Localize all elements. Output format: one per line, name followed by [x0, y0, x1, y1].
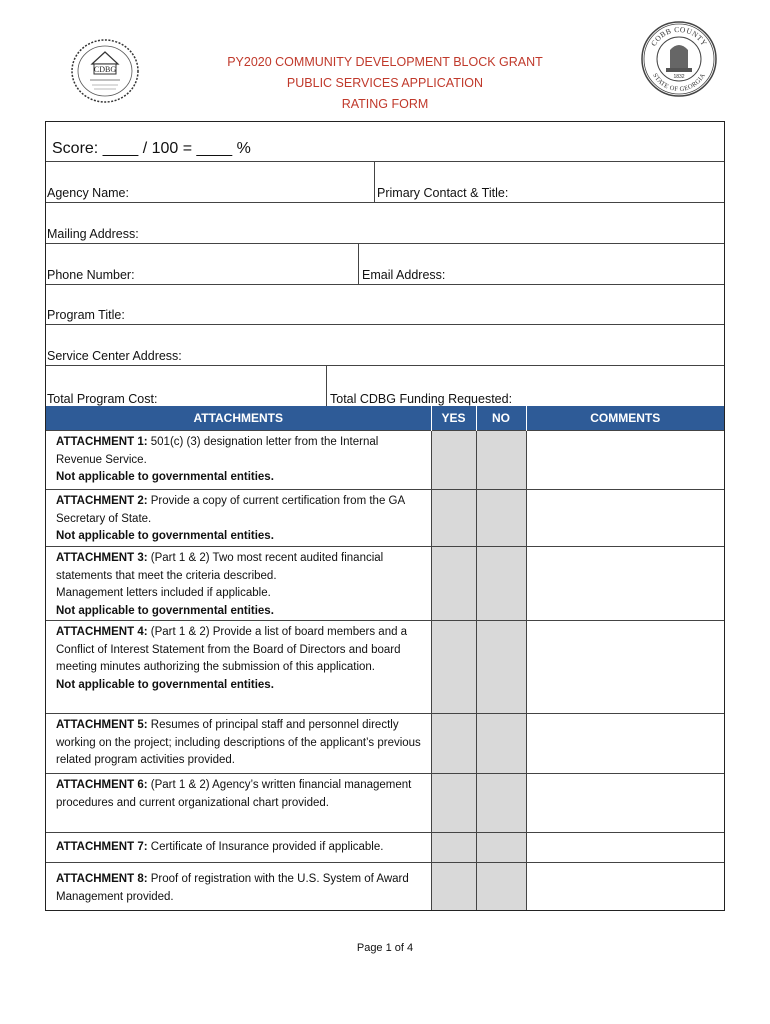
no-cell[interactable] — [476, 621, 526, 714]
comments-cell[interactable] — [526, 714, 724, 774]
attachment-text: Provide a copy of current certification from the GA Secretary of State. — [56, 495, 405, 525]
table-row — [46, 621, 724, 714]
no-cell[interactable] — [476, 431, 526, 490]
score-label: Score: ____ / 100 = ____ % — [52, 140, 251, 157]
form-header — [150, 52, 620, 115]
attachment-label: ATTACHMENT 5: — [56, 719, 148, 731]
yes-cell[interactable] — [431, 490, 476, 547]
score-row — [46, 122, 724, 162]
comments-cell[interactable] — [526, 547, 724, 621]
service-center-label: Service Center Address: — [47, 349, 182, 363]
attachment-description — [46, 833, 431, 863]
header-no: NO — [476, 406, 526, 431]
yes-cell[interactable] — [431, 431, 476, 490]
attachment-text: Certificate of Insurance provided if applicable. — [150, 841, 384, 853]
attachment-text: 501(c) (3) designation letter from the Internal Revenue Service. — [56, 436, 379, 466]
phone-number-label: Phone Number: — [47, 268, 135, 282]
row-divider — [358, 244, 359, 284]
attachment-note: Not applicable to governmental entities. — [56, 530, 274, 542]
attachment-note: Not applicable to governmental entities. — [56, 471, 274, 483]
attachment-description — [46, 621, 431, 714]
cost-row — [46, 366, 724, 406]
yes-cell[interactable] — [431, 547, 476, 621]
email-address-label: Email Address: — [362, 268, 446, 282]
attachment-label: ATTACHMENT 8: — [56, 873, 148, 885]
table-row — [46, 833, 724, 863]
attachment-description — [46, 774, 431, 833]
attachment-label: ATTACHMENT 4: — [56, 626, 148, 638]
table-row — [46, 714, 724, 774]
agency-name-label: Agency Name: — [47, 186, 129, 200]
no-cell[interactable] — [476, 774, 526, 833]
phone-row — [46, 244, 724, 285]
service-center-row — [46, 325, 724, 366]
seal-top-text: COBB COUNTY — [648, 24, 710, 48]
no-cell[interactable] — [476, 714, 526, 774]
table-row — [46, 547, 724, 621]
attachment-text: Proof of registration with the U.S. System of Award Management provided. — [56, 873, 409, 903]
attachment-description — [46, 863, 431, 910]
page-number: Page 1 of 4 — [356, 942, 414, 954]
attachment-text: Resumes of principal staff and personnel directly working on the project; including descriptions of the applicant’s previous related program activities provided. — [56, 719, 421, 766]
attachment-text: (Part 1 & 2) Agency’s written financial management procedures and current organizational chart provided. — [56, 779, 412, 809]
table-row — [46, 863, 724, 910]
yes-cell[interactable] — [431, 774, 476, 833]
header-yes: YES — [431, 406, 476, 431]
attachment-extra: Management letters included if applicable. — [56, 587, 271, 599]
header-title: PY2020 COMMUNITY DEVELOPMENT BLOCK GRANT — [227, 55, 543, 69]
row-divider — [374, 162, 375, 202]
row-divider — [326, 366, 327, 406]
attachment-text: (Part 1 & 2) Provide a list of board members and a Conflict of Interest Statement from the Board of Directors and board meeting minutes authorizing the submission of this application. — [56, 626, 408, 673]
attachment-note: Not applicable to governmental entities. — [56, 604, 274, 617]
attachments-table — [46, 406, 724, 910]
attachment-description — [46, 714, 431, 774]
comments-cell[interactable] — [526, 431, 724, 490]
attachment-label: ATTACHMENT 2: — [56, 495, 148, 507]
attachment-description — [46, 547, 431, 621]
mailing-row — [46, 203, 724, 244]
application-form — [45, 121, 725, 911]
comments-cell[interactable] — [526, 833, 724, 863]
mailing-address-label: Mailing Address: — [47, 227, 139, 241]
attachment-label: ATTACHMENT 6: — [56, 779, 148, 791]
comments-cell[interactable] — [526, 774, 724, 833]
seal-year: 1832 — [673, 74, 685, 80]
no-cell[interactable] — [476, 833, 526, 863]
attachment-description — [46, 431, 431, 490]
cdbg-logo-text: CDBG — [93, 65, 117, 74]
attachment-description — [46, 490, 431, 547]
yes-cell[interactable] — [431, 833, 476, 863]
table-row — [46, 774, 724, 833]
no-cell[interactable] — [476, 863, 526, 910]
total-program-cost-label: Total Program Cost: — [47, 392, 158, 406]
attachment-note: Not applicable to governmental entities. — [56, 678, 274, 691]
table-row — [46, 490, 724, 547]
no-cell[interactable] — [476, 547, 526, 621]
primary-contact-label: Primary Contact & Title: — [377, 186, 509, 200]
yes-cell[interactable] — [431, 621, 476, 714]
header-form-name: RATING FORM — [341, 97, 429, 111]
attachment-label: ATTACHMENT 3: — [56, 552, 148, 564]
no-cell[interactable] — [476, 490, 526, 547]
header-comments: COMMENTS — [526, 406, 724, 431]
comments-cell[interactable] — [526, 490, 724, 547]
seal-bottom-text: STATE OF GEORGIA — [651, 72, 707, 94]
attachment-label: ATTACHMENT 7: — [56, 841, 148, 853]
comments-cell[interactable] — [526, 863, 724, 910]
header-attachments: ATTACHMENTS — [46, 406, 431, 431]
agency-row — [46, 162, 724, 203]
comments-cell[interactable] — [526, 621, 724, 714]
program-title-row — [46, 285, 724, 325]
program-title-label: Program Title: — [47, 308, 125, 322]
attachment-label: ATTACHMENT 1: — [56, 436, 148, 448]
attachment-text: (Part 1 & 2) Two most recent audited financial statements that meet the criteria described. — [56, 552, 384, 582]
table-header-row — [46, 406, 724, 431]
cobb-county-seal — [640, 20, 718, 98]
total-cdbg-label: Total CDBG Funding Requested: — [330, 392, 513, 406]
cdbg-logo — [70, 38, 140, 104]
table-row — [46, 431, 724, 490]
yes-cell[interactable] — [431, 714, 476, 774]
yes-cell[interactable] — [431, 863, 476, 910]
header-subtitle: PUBLIC SERVICES APPLICATION — [286, 76, 484, 90]
